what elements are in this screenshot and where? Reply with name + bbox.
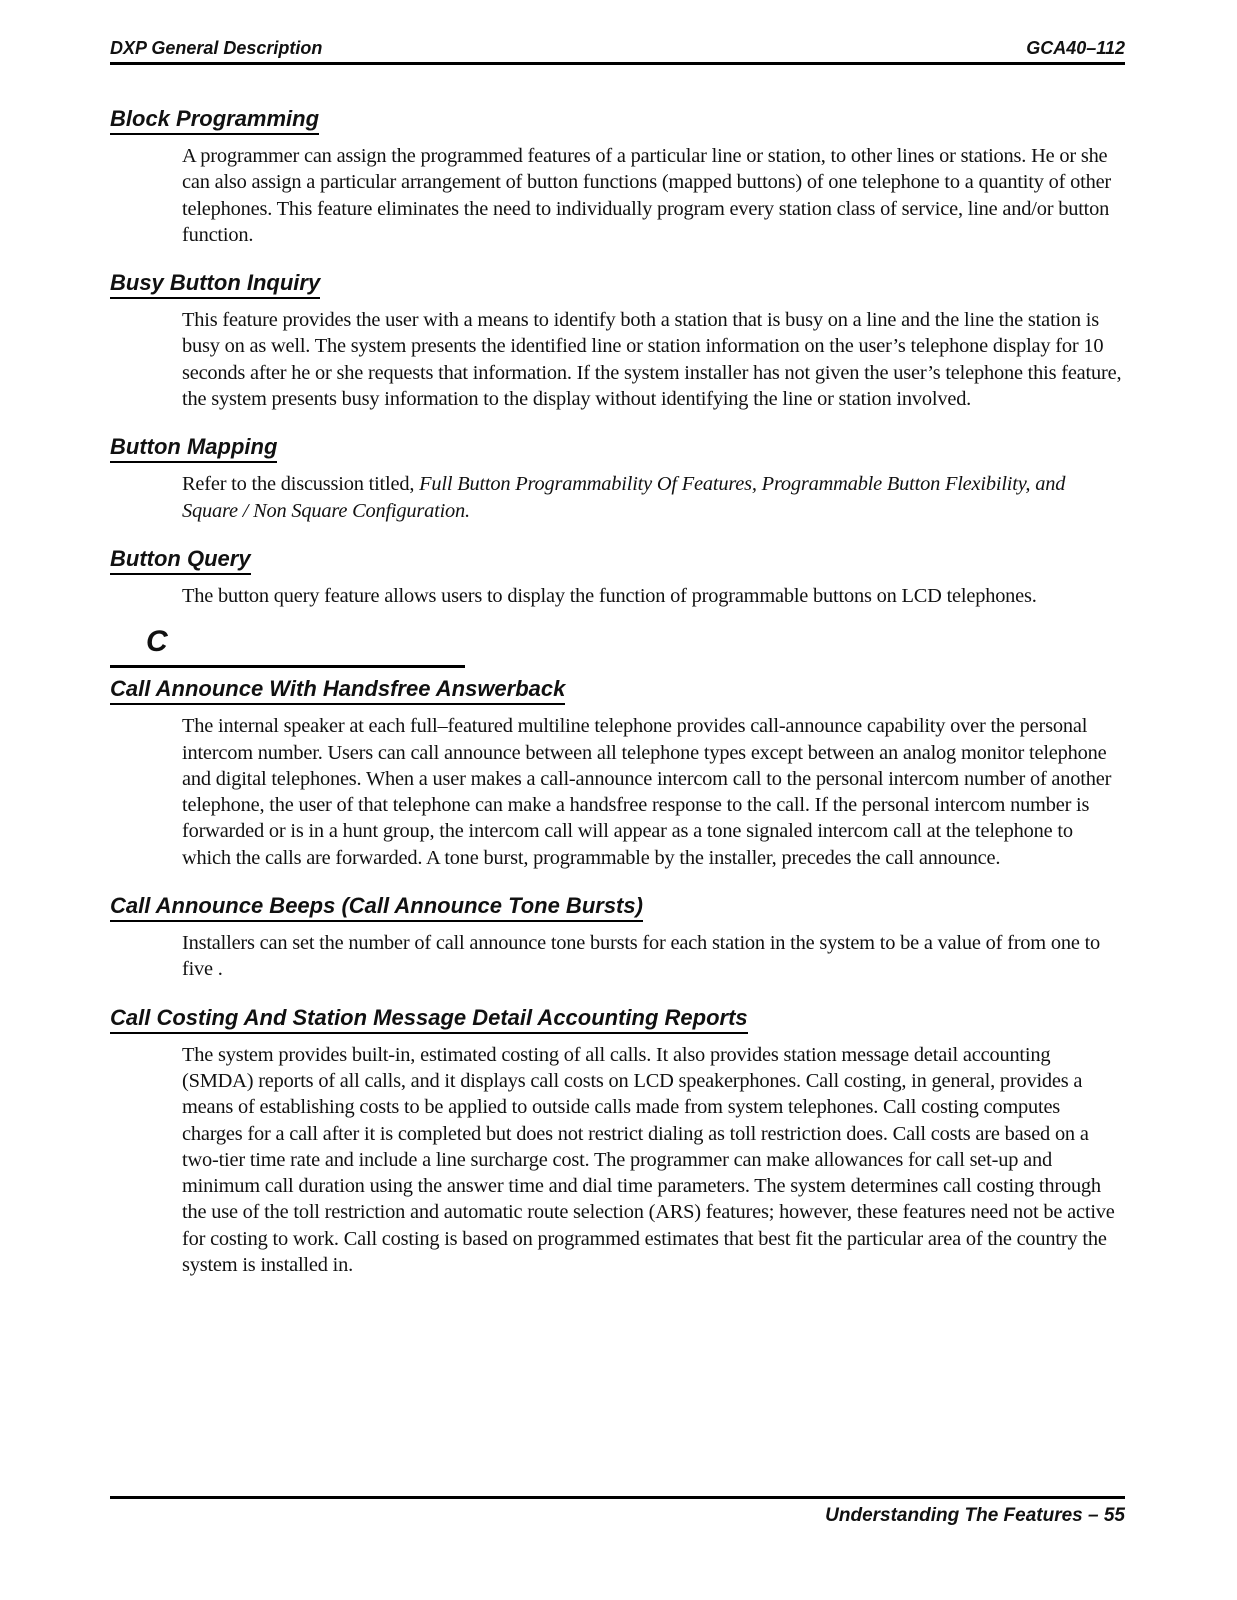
section-title: Call Announce With Handsfree Answerback — [110, 676, 565, 705]
document-title: DXP General Description — [110, 38, 323, 58]
page-content — [110, 106, 1125, 1278]
section-title: Call Costing And Station Message Detail Accounting Reports — [110, 1005, 748, 1034]
section-call-costing — [110, 1005, 1125, 1279]
section-title: Button Mapping — [110, 434, 277, 463]
section-body: A programmer can assign the programmed features of a particular line or station, to other lines or stations. He or she can also assign a particular arrangement of button functions (mapped buttons) of one telephone to a quantity of other telephones. This feature eliminates the need to individually program every station class of service, line and/or button function. — [182, 145, 1112, 246]
footer-chapter-page: Understanding The Features – 55 — [825, 1505, 1125, 1526]
section-title: Call Announce Beeps (Call Announce Tone Bursts) — [110, 893, 643, 922]
section-title: Busy Button Inquiry — [110, 270, 320, 299]
page-header — [110, 36, 1125, 65]
section-body: Installers can set the number of call announce tone bursts for each station in the system to be a value of from one to five . — [182, 932, 1101, 981]
section-body: The system provides built-in, estimated costing of all calls. It also provides station message detail accounting (SMDA) reports of all calls, and it displays call costs on LCD speakerphones. Call costing, in general, provides a means of establishing costs to be applied to outside calls made from system telephones. Call costing computes charges for a call after it is completed but does not restrict dialing as toll restriction does. Call costs are based on a two-tier time rate and include a line surcharge cost. The programmer can make allowances for call set-up and minimum call duration using the answer time and dial time parameters. The system determines call costing through the use of the toll restriction and automatic route selection (ARS) features; however, these features need not be active for costing to work. Call costing is based on programmed estimates that best fit the particular area of the country the system is installed in. — [182, 1043, 1115, 1277]
section-body — [182, 471, 1125, 524]
section-body: This feature provides the user with a means to identify both a station that is busy on a line and the line the station is busy on as well. The system presents the identified line or station information on the user’s telephone display for 10 seconds after he or she requests that information. If the system installer has not given the user’s telephone this feature, the system presents busy information to the display without identifying the line or station involved. — [182, 309, 1122, 411]
section-call-announce-handsfree — [110, 676, 1125, 871]
section-button-query — [110, 546, 1125, 609]
page-footer — [110, 1496, 1125, 1526]
section-body: The button query feature allows users to display the function of programmable buttons on LCD telephones. — [182, 584, 1037, 607]
body-text: Refer to the discussion titled, — [182, 473, 420, 496]
alphabet-divider — [110, 627, 465, 668]
alphabet-letter: C — [146, 625, 168, 659]
cross-reference-text: Full Button Programmability Of Features, Programmable Button Flexibility, and Square / Non Square Configuration. — [182, 473, 1066, 522]
section-title: Block Programming — [110, 106, 319, 135]
section-body: The internal speaker at each full–featured multiline telephone provides call-announce capability over the personal intercom number. Users can call announce between all telephone types except between an analog monitor telephone and digital telephones. When a user makes a call-announce intercom call to the personal intercom number of another telephone, the user of that telephone can make a handsfree response to the call. If the personal intercom number is forwarded or is in a hunt group, the intercom call will appear as a tone signaled intercom call at the telephone to which the calls are forwarded. A tone burst, programmable by the installer, precedes the call announce. — [182, 715, 1112, 869]
section-title: Button Query — [110, 546, 251, 575]
section-call-announce-beeps — [110, 893, 1125, 983]
section-busy-button-inquiry — [110, 270, 1125, 412]
document-number: GCA40–112 — [1026, 38, 1125, 58]
section-button-mapping — [110, 434, 1125, 524]
section-block-programming — [110, 106, 1125, 248]
